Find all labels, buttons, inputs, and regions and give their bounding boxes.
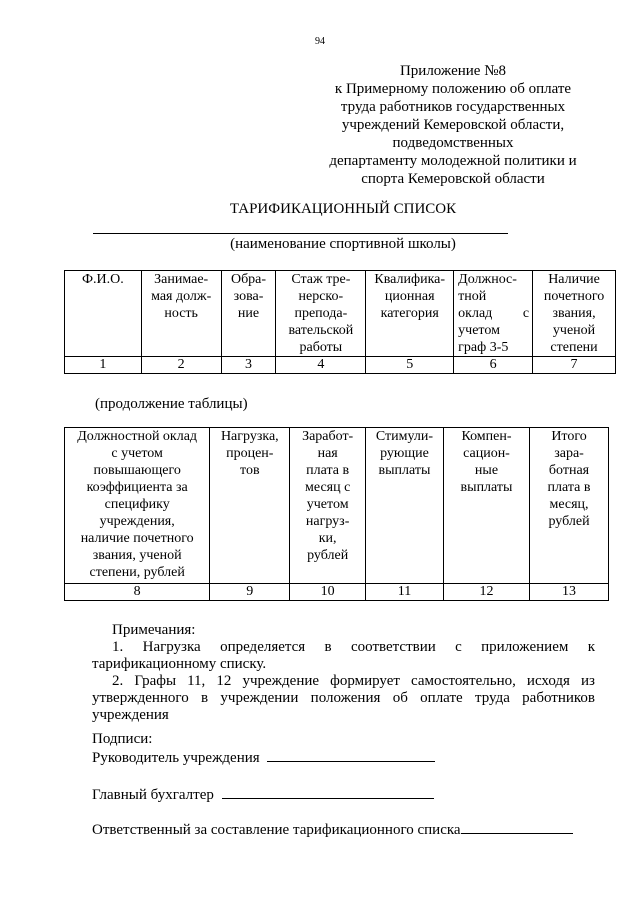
table-header-row	[65, 271, 616, 357]
column-header: Квалифика- ционная категория	[366, 271, 454, 357]
tariff-table-part-2	[64, 427, 609, 601]
table-header-row	[65, 428, 609, 584]
column-number-row	[65, 584, 609, 601]
column-number: 2	[141, 357, 221, 374]
column-number: 3	[221, 357, 276, 374]
signature-responsible	[92, 820, 573, 839]
note-item: 2. Графы 11, 12 учреждение формирует самостоятельно, исходя из утвержденного в учреждении положения об оплате труда работников учреждения	[92, 673, 595, 723]
annex-reference	[318, 62, 588, 188]
annex-line: департаменту молодежной политики и	[329, 153, 577, 169]
annex-line: к Примерному положению об оплате	[334, 81, 572, 97]
annex-line: Приложение №8	[399, 63, 507, 79]
table-continuation-label: (продолжение таблицы)	[95, 396, 248, 412]
signature-responsible-line[interactable]	[461, 820, 573, 834]
column-header: Стимули- рующие выплаты	[366, 428, 444, 584]
column-number: 7	[533, 357, 616, 374]
column-header-line: оклад с	[458, 306, 530, 321]
column-number: 5	[366, 357, 454, 374]
column-header: Компен- сацион- ные выплаты	[443, 428, 529, 584]
signature-accountant	[92, 785, 434, 804]
column-header: Стаж тре- нерско- препода- вательской работы	[276, 271, 366, 357]
column-number: 9	[210, 584, 290, 601]
document-title: ТАРИФИКАЦИОННЫЙ СПИСОК	[229, 201, 457, 217]
school-name-caption: (наименование спортивной школы)	[230, 236, 456, 252]
notes-title: Примечания:	[112, 622, 196, 638]
column-number: 12	[443, 584, 529, 601]
column-header-line: Должнос-	[458, 272, 517, 287]
annex-line: спорта Кемеровской области	[361, 171, 545, 187]
column-header: Итого зара- ботная плата в месяц, рублей	[530, 428, 609, 584]
column-number: 4	[276, 357, 366, 374]
column-number: 1	[65, 357, 142, 374]
signature-responsible-label: Ответственный за составление тарификационного списка	[92, 822, 461, 838]
column-header: Наличие почетного звания, ученой степени	[533, 271, 616, 357]
column-number: 6	[454, 357, 533, 374]
annex-line: подведомственных	[392, 135, 514, 151]
signature-accountant-label: Главный бухгалтер	[92, 787, 214, 803]
note-item: 1. Нагрузка определяется в соответствии с приложением к тарификационному списку.	[92, 639, 595, 672]
signature-head-label: Руководитель учреждения	[92, 750, 260, 766]
column-header: Должностной оклад с учетом повышающего коэффициента за специфику учреждения, наличие почетного звания, ученой степени, рублей	[65, 428, 210, 584]
column-header: Нагрузка, процен- тов	[210, 428, 290, 584]
column-header: Занимае- мая долж- ность	[141, 271, 221, 357]
school-name-blank-line	[93, 233, 508, 234]
column-number-row	[65, 357, 616, 374]
column-number: 13	[530, 584, 609, 601]
column-header-line: граф 3-5	[458, 340, 509, 355]
annex-line: учреждений Кемеровской области,	[341, 117, 565, 133]
column-header: Заработ- ная плата в месяц с учетом нагруз- ки, рублей	[290, 428, 366, 584]
page-number: 94	[315, 36, 325, 47]
annex-line: труда работников государственных	[340, 99, 566, 115]
signature-accountant-line[interactable]	[222, 785, 434, 799]
column-header: Ф.И.О.	[65, 271, 142, 357]
notes-section	[92, 622, 595, 724]
tariff-table-part-1	[64, 270, 616, 374]
column-number: 11	[366, 584, 444, 601]
column-header-line: учетом	[458, 323, 500, 338]
column-number: 8	[65, 584, 210, 601]
column-header: Обра- зова- ние	[221, 271, 276, 357]
signatures-title: Подписи:	[92, 731, 153, 747]
signature-head-line[interactable]	[267, 748, 435, 762]
signature-head	[92, 748, 435, 767]
column-header	[454, 271, 533, 357]
column-header-line: тной	[458, 289, 487, 304]
column-number: 10	[290, 584, 366, 601]
